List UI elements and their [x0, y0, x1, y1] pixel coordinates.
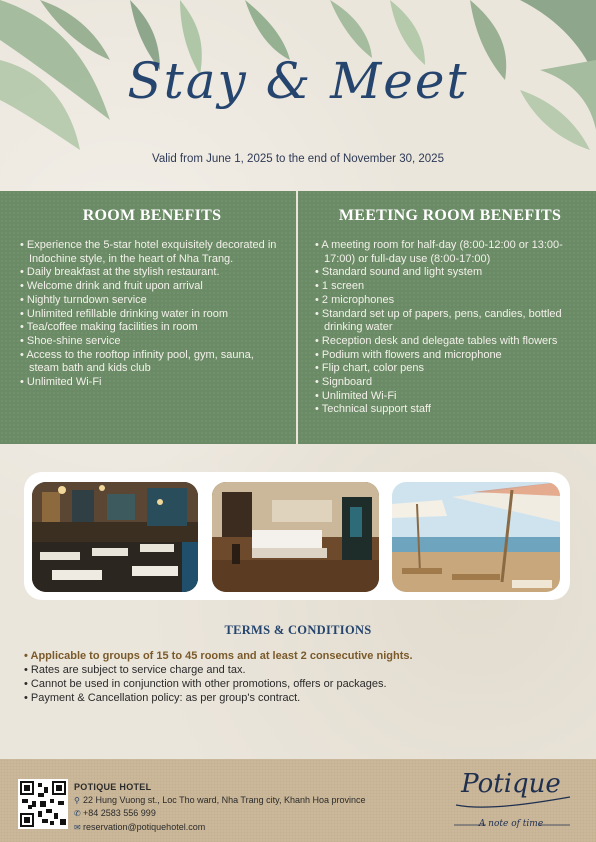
benefits-panel [0, 191, 596, 444]
terms-list [24, 649, 574, 705]
beach-photo [392, 482, 560, 592]
hotel-address: 22 Hung Vuong st., Loc Tho ward, Nha Trang city, Khanh Hoa province [83, 794, 366, 805]
room-benefit-item: • Unlimited Wi-Fi [20, 376, 284, 390]
terms-item: • Cannot be used in conjunction with other promotions, offers or packages. [24, 677, 574, 691]
room-benefits-heading: ROOM BENEFITS [82, 207, 222, 224]
room-benefit-item: • Experience the 5-star hotel exquisitely decorated in Indochine style, in the heart of Nha Trang. [20, 239, 284, 266]
terms-item: • Rates are subject to service charge and tax. [24, 663, 574, 677]
room-benefit-item: • Daily breakfast at the stylish restaurant. [20, 266, 284, 280]
meeting-benefit-item: • Podium with flowers and microphone [315, 349, 585, 363]
room-benefit-item: • Tea/coffee making facilities in room [20, 321, 284, 335]
page-title: Stay & Meet [127, 52, 469, 110]
room-benefit-item: • Access to the rooftop infinity pool, gym, sauna, steam bath and kids club [20, 349, 284, 376]
terms-item: • Applicable to groups of 15 to 45 rooms and at least 2 consecutive nights. [24, 649, 574, 663]
meeting-benefit-item: • Reception desk and delegate tables with flowers [315, 335, 585, 349]
logo-tagline: A note of time [478, 819, 544, 829]
room-benefit-item: • Nightly turndown service [20, 294, 284, 308]
phone-icon: ✆ [74, 809, 81, 819]
hotel-contact [74, 781, 366, 835]
validity-text: Valid from June 1, 2025 to the end of November 30, 2025 [152, 153, 444, 165]
footer [0, 759, 596, 842]
hotel-email[interactable]: reservation@potiquehotel.com [83, 822, 206, 833]
room-benefit-item: • Shoe-shine service [20, 335, 284, 349]
room-benefits-column [20, 207, 284, 390]
logo-wordmark: Potique [461, 769, 561, 799]
room-benefit-item: • Unlimited refillable drinking water in room [20, 308, 284, 322]
meeting-benefit-item: • Technical support staff [315, 403, 585, 417]
guest-room-photo [212, 482, 379, 592]
meeting-benefit-item: • 2 microphones [315, 294, 585, 308]
location-pin-icon: ⚲ [74, 795, 80, 805]
meeting-benefit-item: • 1 screen [315, 280, 585, 294]
meeting-benefit-item: • Unlimited Wi-Fi [315, 390, 585, 404]
meeting-benefit-item: • Standard set up of papers, pens, candies, bottled drinking water [315, 308, 585, 335]
meeting-benefit-item: • Standard sound and light system [315, 266, 585, 280]
potique-logo [446, 767, 576, 837]
email-icon: ✉ [74, 823, 81, 833]
meeting-benefit-item: • A meeting room for half-day (8:00-12:00 or 13:00-17:00) or full-day use (8:00-17:00) [315, 239, 585, 266]
meeting-benefit-item: • Signboard [315, 376, 585, 390]
room-benefit-item: • Welcome drink and fruit upon arrival [20, 280, 284, 294]
terms-heading: TERMS & CONDITIONS [224, 623, 372, 637]
column-divider [296, 191, 298, 444]
hotel-phone[interactable]: +84 2583 556 999 [83, 808, 156, 819]
meeting-benefits-heading: MEETING ROOM BENEFITS [338, 207, 562, 224]
photo-strip [24, 472, 570, 600]
terms-item: • Payment & Cancellation policy: as per group's contract. [24, 691, 574, 705]
meeting-benefits-column [315, 207, 585, 417]
restaurant-photo [32, 482, 198, 592]
qr-code[interactable] [18, 779, 68, 829]
hotel-name: POTIQUE HOTEL [74, 782, 152, 792]
meeting-benefit-item: • Flip chart, color pens [315, 362, 585, 376]
